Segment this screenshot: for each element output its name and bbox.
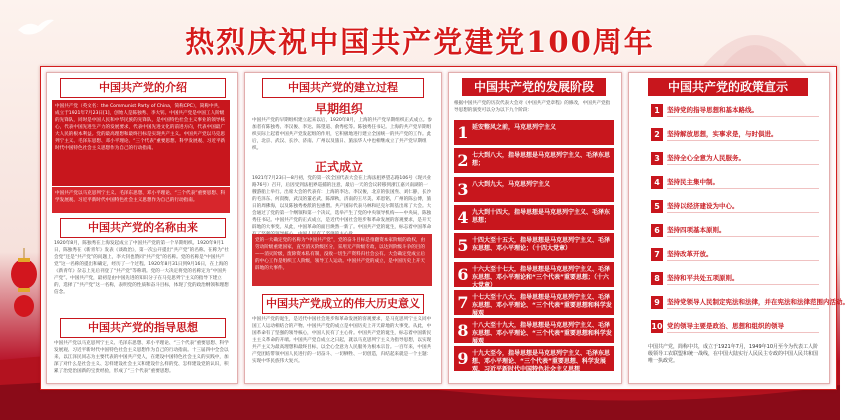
policy-number: 2 (651, 128, 663, 141)
stage-number: 6 (457, 264, 469, 284)
policy-label: 坚持党的指导思想和基本路线。 (667, 106, 758, 114)
policy-divider (667, 116, 819, 117)
stage-label: 十七大至十八大，指导思想是马克思列宁主义、毛泽东思想、邓小平理论、“三个代表”重要思想和科学发展观 (472, 293, 612, 317)
development-stage-item (454, 148, 614, 173)
policy-number: 10 (651, 322, 663, 331)
development-stage-item (454, 177, 614, 202)
policy-item (651, 174, 819, 191)
policy-number: 8 (651, 272, 663, 285)
policy-label: 坚持四项基本原则。 (667, 226, 726, 234)
formal-founding-box-text: 党的一大确定党的名称为“中国共产党”，党的奋斗目标是推翻资本家阶级的政权，由劳动阶级重建国家，直至消灭阶级区分，采用无产阶级专政，以达到阶级斗争的目的——消灭阶级，废除资本私有制，没收一切生产资料归社会公有。大会确定党成立后的中心工作是组织工人阶级，领导工人运动。中国共产党的成立，是中国历史上开天辟地的大事件。 (255, 238, 426, 271)
early-organization-title: 早期组织 (315, 102, 364, 116)
policy-divider (667, 308, 819, 309)
development-stage-item (454, 205, 614, 230)
stage-number: 2 (457, 151, 469, 171)
policy-divider (667, 188, 819, 189)
policy-item (651, 270, 819, 287)
policy-number: 9 (651, 296, 663, 309)
stage-label: 八大到九大，马克思列宁主义 (472, 180, 551, 188)
policy-item (651, 150, 819, 167)
development-stage-item (454, 346, 614, 374)
stage-number: 4 (457, 207, 469, 227)
policy-number: 1 (651, 104, 663, 117)
stage-label: 十四大至十五大，指导思想是马克思列宁主义、毛泽东思想、邓小平理论；（十四大党章） (472, 237, 611, 253)
development-stage-item (454, 233, 614, 258)
intro-heading: 中国共产党的介绍 (60, 78, 226, 98)
policy-divider (667, 284, 819, 285)
name-origin-heading: 中国共产党的名称由来 (60, 218, 226, 238)
stage-number: 9 (457, 349, 469, 369)
policy-label: 坚持全心全意为人民服务。 (667, 154, 745, 162)
early-organization-text: 中国共产党的早期组织建立起来以后，1920年8月，上海的共产党早期组织正式成立。参加者有陈独秀、李汉俊、李达、陈望道、俞秀松等。陈独秀任书记。上海的共产党早期组织实际上起着中国共产党发起组的作用，它积极地进行建立全国统一的共产党的工作。此后，北京、武汉、长沙、济南、广州以及旅日、旅法华人中也相继成立了共产党早期组织。 (252, 118, 432, 151)
policy-divider (667, 260, 819, 261)
policy-label: 坚持解放思想，实事求是，与时俱进。 (667, 130, 778, 138)
stage-label: 十六大至十七大，指导思想是马克思列宁主义、毛泽东思想、邓小平理论和“三个代表”重要思想；（十六大党章） (472, 265, 611, 289)
policy-number: 5 (651, 200, 663, 213)
policy-number: 3 (651, 152, 663, 165)
stage-number: 8 (457, 321, 469, 341)
policy-item (651, 198, 819, 215)
policy-label: 坚持改革开放。 (667, 250, 713, 258)
policy-item (651, 126, 819, 143)
formal-founding-title: 正式成立 (315, 160, 364, 174)
formal-founding-box (252, 234, 432, 286)
significance-text: 中国共产党的诞生，是近代中国社会进步和革命发展的客观要求，是马克思列宁主义同中国工人运动相结合的产物。中国共产党的成立是中国历史上开天辟地的大事变。从此，中国革命有了坚强的领导核心，中国人民有了主心骨。中国共产党的诞生，标志着中国新民主主义革命的开端。中国共产党自成立之日起，就以马克思列宁主义为指导思想，以实现共产主义为最高理想和最终目标，以全心全意为人民服务为根本宗旨。一百年来，中国共产党团结带领中国人民进行的一切奋斗、一切牺牲、一切创造，归结起来就是一个主题：实现中华民族伟大复兴。 (252, 317, 432, 364)
stage-number: 3 (457, 179, 469, 199)
stage-label: 十八大至十九大，指导思想是马克思列宁主义、毛泽东思想、邓小平理论、“三个代表”重要思想和科学发展观 (472, 322, 612, 346)
stage-number: 1 (457, 123, 469, 142)
significance-heading: 中国共产党成立的伟大历史意义 (262, 294, 424, 314)
policy-footer: 中国共产党，简称中共，成立于1921年7月，1949年10月至今为代表工人阶级领导工农联盟和统一战线，在中国大陆实行人民民主专政的中国人民共和国唯一执政党。 (648, 344, 819, 364)
intro-text-box (52, 100, 230, 186)
policy-heading: 中国共产党的政策宣示 (648, 78, 808, 96)
development-heading: 中国共产党的发展阶段 (462, 78, 606, 96)
intro-paragraph-1: 中国共产党（英文名：the Communist Party of China，简称CPC），简称中共，成立于1921年7月23日[1]，创始人是陈独秀、李大钊。中国共产党是中国工人阶级的先锋队，同时是中国人民和中华民族的先锋队，是中国特色社会主义事业的领导核心，代表中国先进生产力的发展要求，代表中国先进文化的前进方向，代表中国最广大人民的根本利益。党的最高理想和最终目标是实现共产主义。中国共产党以马克思列宁主义、毛泽东思想、邓小平理论、“三个代表”重要思想、科学发展观、习近平新时代中国特色社会主义思想作为自己的行动指南。 (55, 104, 226, 151)
stage-label: 九大到十四大，指导思想是马克思列宁主义、毛泽东思想； (472, 208, 611, 224)
policy-label: 坚持党领导人民制定宪法和法律，并在宪法和法律范围内活动。 (667, 298, 849, 306)
policy-number: 7 (651, 248, 663, 261)
stage-label: 十九大至今，指导思想是马克思列宁主义、毛泽东思想、邓小平理论、“三个代表”重要思想、科学发展观、习近平新时代中国特色社会主义思想 (472, 350, 611, 374)
page-title: 热烈庆祝中国共产党建党100周年 (185, 25, 655, 59)
guiding-text: 中国共产党以马克思列宁主义、毛泽东思想、邓小平理论、“三个代表”重要思想、科学发展观、习近平新时代中国特色社会主义思想作为自己的行动指南。十三届四中全会以来，以江泽民同志为主要代表的中国共产党人，在建设中国特色社会主义的实践中，加深了对什么是社会主义、怎样建设社会主义和建设什么样的党、怎样建设党的认识，积累了治党治国新的宝贵经验，形成了“三个代表”重要思想。 (54, 341, 229, 374)
stage-number: 7 (457, 292, 469, 312)
policy-divider (667, 140, 819, 141)
development-stage-item (454, 318, 614, 346)
development-stage-item (454, 262, 614, 287)
intro-paragraph-3: 中国共产党以马克思列宁主义、毛泽东思想、邓小平理论、“三个代表”重要思想、科学发展观、习近平新时代中国特色社会主义思想作为自己的行动指南。 (55, 191, 226, 203)
policy-number: 4 (651, 176, 663, 189)
founding-heading: 中国共产党的建立过程 (262, 78, 424, 98)
policy-label: 坚持和平共处五项原则。 (667, 274, 739, 282)
policy-divider (667, 212, 819, 213)
policy-item (651, 246, 819, 263)
formal-founding-text: 1921年7月23日—8月初，党的第一次全国代表大会在上海法租界望志路106号（现兴业路76号）召开，后因受到法租界巡捕的注意，最后一天的会议转移到浙江嘉兴南湖的一艘游船上举行。出席大会的代表有：上海的李达、李汉俊，北京的张国焘、刘仁静，长沙的毛泽东、何叔衡，武汉的董必武、陈潭秋，济南的王尽美、邓恩铭，广州的陈公博，旅日的周佛海，以及陈独秀委派的包惠僧。共产国际代表马林和尼克尔斯基出席了大会。大会通过了党的第一个纲领和第一个决议，选举产生了党的中央领导机构——中央局，陈独秀任书记。中国共产党的正式成立，是近代中国社会进步和革命发展的客观要求，是开天辟地的大事变。从此，中国革命的面目焕然一新了。中国共产党的诞生，标志着中国革命 (252, 176, 432, 230)
development-intro: 根据中国共产党的历次代表大会对《中国共产党章程》的修改，中国共产党指导思想的演变可以分为以下九个阶段： (454, 101, 611, 113)
guiding-heading: 中国共产党的指导思想 (60, 318, 226, 338)
policy-label: 坚持民主集中制。 (667, 178, 719, 186)
policy-divider (667, 236, 819, 237)
stage-label: 延安整风之前，马克思列宁主义 (472, 124, 557, 131)
policy-label: 坚持以经济建设为中心。 (667, 202, 739, 210)
policy-item (651, 222, 819, 239)
name-origin-text: 1920年8月，陈独秀在上海发起成立了中国共产党的第一个早期组织。1920年9月1日，陈独秀在《新青年》发表《谈政治》，第一次公开提出“共产党”的名称。在称为“社会党”还是“共产党”的问题上，李大钊也赞同“共产党”的名称。党的名称是“中国共产党”这一名称的提出和确定，经历了一个过程。1920年8月31日到9月16日，在上海的《新青年》杂志上先后刊登了“共产党”等称谓。党的一大决定将党的名称定为“中国共产党”。中国共产党，最初是由中国先进的知识分子在马克思列宁主义的指导下建立的，选择了“共产党”这一名称，表明党的性质和奋斗目标，体现了党的政治纲领和理想信念。 (54, 241, 229, 295)
development-stage-item (454, 120, 614, 145)
policy-item (651, 294, 849, 311)
policy-number: 6 (651, 224, 663, 237)
policy-item (651, 318, 819, 335)
stage-label: 七大到八大，指导思想是马克思列宁主义、毛泽东思想； (472, 152, 611, 168)
intro-text-box-2 (52, 187, 230, 213)
policy-divider (667, 332, 819, 333)
policy-label: 党的领导主要是政治、思想和组织的领导 (667, 322, 784, 330)
stage-number: 5 (457, 236, 469, 256)
development-stage-item (454, 290, 614, 315)
policy-divider (667, 164, 819, 165)
lantern-decoration (8, 248, 40, 320)
policy-item (651, 102, 819, 119)
